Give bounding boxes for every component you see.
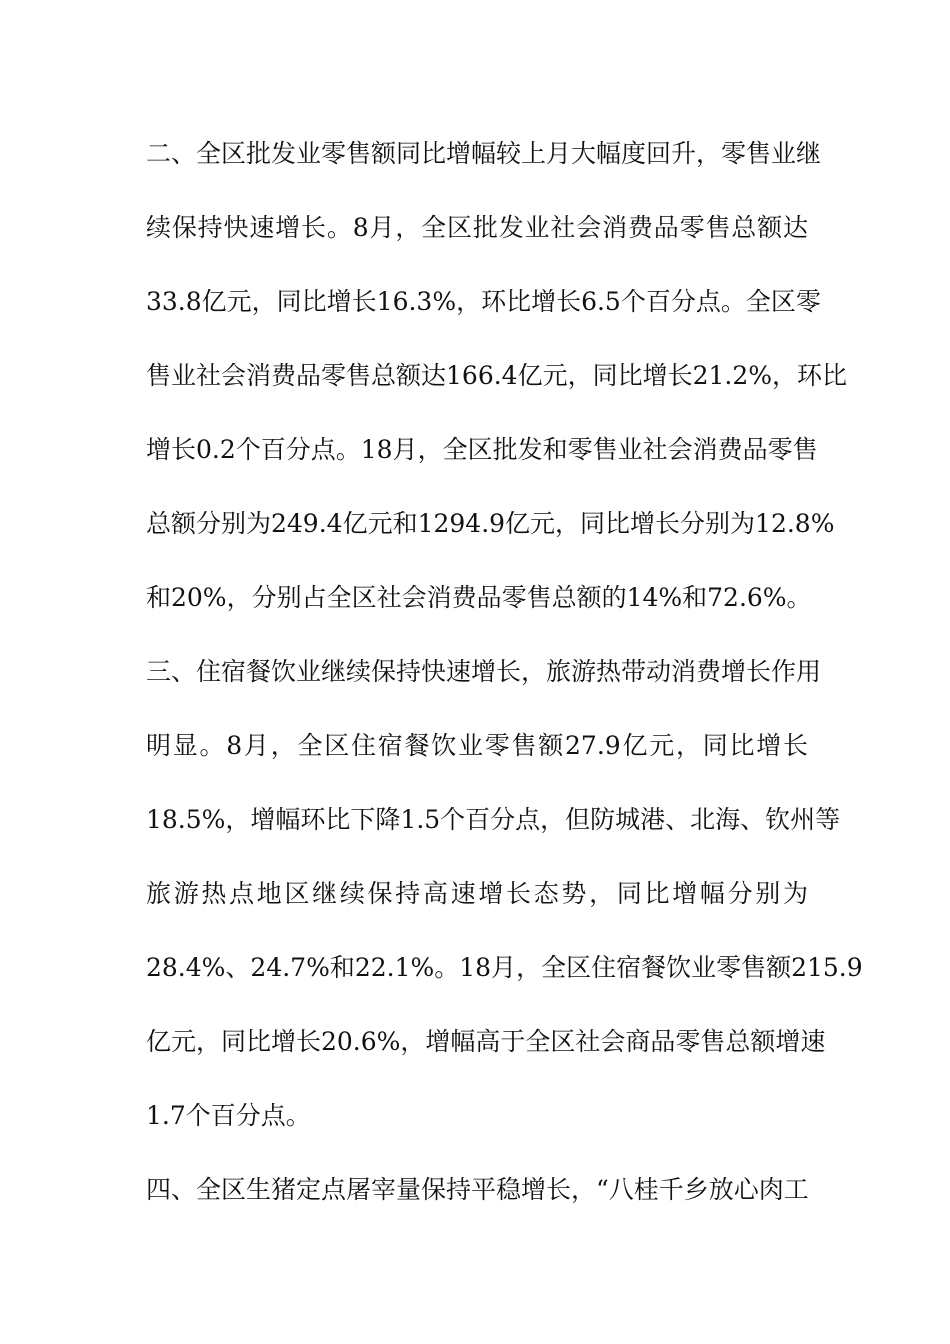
paragraph-line: 1.7个百分点。 bbox=[146, 1101, 311, 1130]
paragraph-line: 二、全区批发业零售额同比增幅较上月大幅度回升，零售业继 bbox=[146, 139, 822, 168]
paragraph-line: 续保持快速增长。8月，全区批发业社会消费品零售总额达 bbox=[146, 213, 808, 242]
paragraph-line: 亿元，同比增长20.6%，增幅高于全区社会商品零售总额增速 bbox=[146, 1027, 826, 1056]
paragraph-line: 旅游热点地区继续保持高速增长态势，同比增幅分别为 bbox=[146, 879, 808, 908]
paragraph-line: 明显。8月，全区住宿餐饮业零售额27.9亿元，同比增长 bbox=[146, 731, 808, 760]
paragraph-line: 和20%，分别占全区社会消费品零售总额的14%和72.6%。 bbox=[146, 583, 812, 612]
paragraph-line: 售业社会消费品零售总额达166.4亿元，同比增长21.2%，环比 bbox=[146, 361, 847, 390]
paragraph-line: 三、住宿餐饮业继续保持快速增长，旅游热带动消费增长作用 bbox=[146, 657, 822, 686]
paragraph-line: 四、全区生猪定点屠宰量保持平稳增长，“八桂千乡放心肉工 bbox=[146, 1175, 809, 1204]
paragraph-line: 33.8亿元，同比增长16.3%，环比增长6.5个百分点。全区零 bbox=[146, 287, 821, 316]
paragraph-line: 总额分别为249.4亿元和1294.9亿元，同比增长分别为12.8% bbox=[146, 509, 835, 538]
paragraph-line: 增长0.2个百分点。18月，全区批发和零售业社会消费品零售 bbox=[146, 435, 818, 464]
paragraph-line: 18.5%，增幅环比下降1.5个百分点，但防城港、北海、钦州等 bbox=[146, 805, 841, 834]
body-text bbox=[146, 128, 863, 1238]
paragraph-line: 28.4%、24.7%和22.1%。18月，全区住宿餐饮业零售额215.9 bbox=[146, 953, 863, 982]
